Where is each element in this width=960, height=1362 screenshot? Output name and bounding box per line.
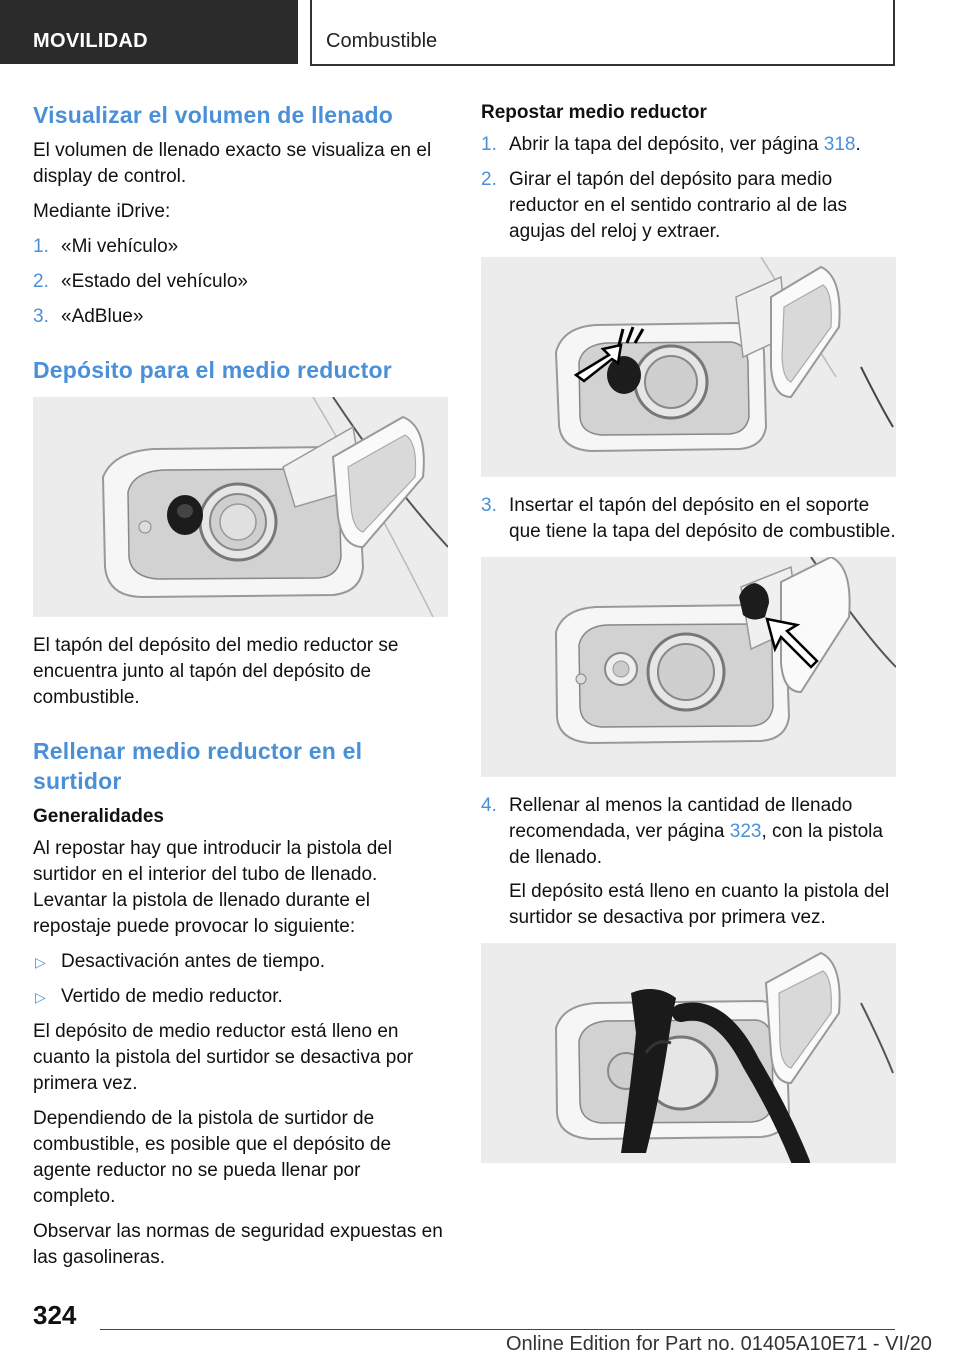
- list-item: [481, 132, 896, 158]
- list-item: [33, 949, 448, 975]
- chapter-title: MOVILIDAD: [33, 30, 148, 52]
- step-number: 2.: [481, 169, 497, 190]
- step-text: Abrir la tapa del depósito, ver página: [509, 134, 824, 155]
- reductant-tank-figure: [33, 397, 448, 617]
- list-item: [33, 269, 448, 295]
- step-text-end: , con la pistola de llenado.: [509, 821, 883, 868]
- refuel-steps-final: [481, 793, 896, 931]
- triangle-bullet-icon: ▷: [35, 954, 46, 970]
- header-divider: [893, 0, 895, 66]
- page-link[interactable]: 323: [729, 821, 762, 842]
- list-item: [33, 304, 448, 330]
- step-number: 3.: [481, 495, 497, 516]
- bullet-text: Vertido de medio reductor.: [61, 986, 283, 1007]
- list-item: [481, 793, 896, 931]
- step-note: El depósito está lleno en cuanto la pistola del surtidor se desactiva por primera vez.: [509, 881, 890, 928]
- refill-intro: Al repostar hay que introducir la pistola del surtidor en el interior del tubo de llenado. Levantar la pistola de llenado durante el repostaje puede provocar lo siguiente:: [33, 838, 393, 937]
- page-number: 324: [33, 1300, 77, 1330]
- step-number: 4.: [481, 795, 497, 816]
- safety-note: Observar las normas de seguridad expuestas en las gasolineras.: [33, 1221, 443, 1268]
- list-item: [481, 167, 896, 245]
- remove-cap-figure: [481, 257, 896, 477]
- refuel-steps: [481, 132, 896, 245]
- partial-fill-note: Dependiendo de la pistola de surtidor de combustible, es posible que el depósito de agente reductor no se pueda llenar por completo.: [33, 1108, 392, 1207]
- section-title: Combustible: [326, 30, 438, 52]
- refuel-steps-cont: [481, 493, 896, 545]
- consequence-list: [33, 949, 448, 1010]
- mediante-label: Mediante iDrive:: [33, 201, 171, 222]
- triangle-bullet-icon: ▷: [35, 989, 46, 1005]
- step-text: «Estado del vehículo»: [61, 271, 248, 292]
- heading-refuel: Repostar medio reductor: [481, 102, 707, 123]
- header-divider: [310, 0, 312, 66]
- list-item: [33, 234, 448, 260]
- heading-deposit: Depósito para el medio reductor: [33, 357, 392, 383]
- heading-volume: Visualizar el volumen de llenado: [33, 102, 394, 128]
- list-item: [33, 984, 448, 1010]
- step-number: 1.: [481, 134, 497, 155]
- step-text-end: .: [855, 134, 861, 155]
- subheading-general: Generalidades: [33, 806, 164, 827]
- right-column: [481, 100, 896, 1179]
- step-number: 2.: [33, 271, 49, 292]
- left-column: [33, 100, 448, 1280]
- idrive-steps: [33, 234, 448, 330]
- footer-rule: [100, 1329, 895, 1330]
- step-text: «Mi vehículo»: [61, 236, 179, 257]
- deposit-caption: El tapón del depósito del medio reductor se encuentra junto al tapón del depósito de combustible.: [33, 635, 399, 708]
- chapter-tab: [0, 0, 298, 64]
- list-item: [481, 493, 896, 545]
- step-text: Insertar el tapón del depósito en el soporte que tiene la tapa del depósito de combustible.: [509, 495, 896, 542]
- insert-cap-figure: [481, 557, 896, 777]
- fill-nozzle-figure: [481, 943, 896, 1163]
- full-note: El depósito de medio reductor está lleno en cuanto la pistola del surtidor se desactiva por primera vez.: [33, 1021, 414, 1094]
- step-text: Girar el tapón del depósito para medio reductor en el sentido contrario al de las agujas del reloj y extraer.: [509, 169, 847, 242]
- step-text: Rellenar al menos la cantidad de llenado recomendada, ver página: [509, 795, 853, 842]
- step-number: 1.: [33, 236, 49, 257]
- header-rule: [310, 64, 895, 66]
- edition-note: Online Edition for Part no. 01405A10E71 - VI/20: [506, 1333, 932, 1355]
- step-number: 3.: [33, 306, 49, 327]
- page-link[interactable]: 318: [823, 134, 856, 155]
- step-text: «AdBlue»: [61, 306, 144, 327]
- heading-refill: Rellenar medio reductor en el surtidor: [33, 738, 363, 794]
- bullet-text: Desactivación antes de tiempo.: [61, 951, 326, 972]
- volume-intro: El volumen de llenado exacto se visualiza en el display de control.: [33, 140, 432, 187]
